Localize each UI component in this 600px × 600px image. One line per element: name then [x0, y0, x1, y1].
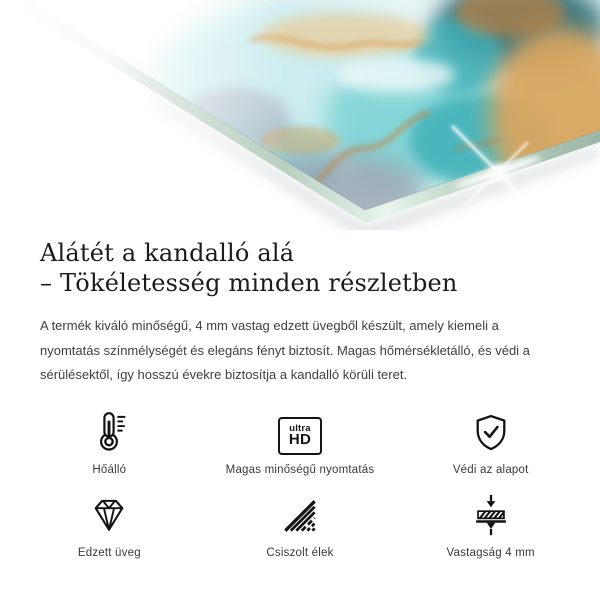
thickness-press-icon: [467, 492, 515, 538]
glass-panel-image: [0, 0, 600, 230]
diamond-icon: [86, 494, 132, 538]
feature-heat-resistant: [14, 408, 205, 476]
section-title-line1: Alátét a kandalló alá: [40, 239, 295, 267]
section-title: [40, 238, 600, 298]
feature-label: Vastagság 4 mm: [446, 546, 535, 559]
feature-label: Edzett üveg: [77, 546, 141, 559]
feature-label: Csiszolt élek: [266, 546, 334, 559]
polished-edges-icon: [277, 494, 323, 538]
feature-print-quality: [205, 408, 396, 476]
feature-polished-edges: [205, 491, 396, 559]
section-title-line2: – Tökéletesség minden részletben: [40, 269, 458, 297]
feature-tempered-glass: [14, 491, 205, 559]
feature-thickness: [395, 491, 586, 559]
shield-check-icon: [468, 411, 514, 455]
feature-label: Magas minőségű nyomtatás: [225, 463, 375, 476]
feature-protects-base: [395, 408, 586, 476]
ultra-hd-icon: [278, 417, 322, 455]
features-grid: [14, 408, 586, 559]
section-description: A termék kiváló minőségű, 4 mm vastag edzett üvegből készült, amely kiemeli a nyomtatás színmélységét és elegáns fényt biztosít. Magas hőmérsékletálló, és védi a sérülésektől, így hosszú évekre biztosítja a kandalló körüli teret.: [40, 318, 530, 382]
ultra-hd-top-text: ultra: [289, 423, 311, 434]
feature-label: Védi az alapot: [452, 463, 529, 476]
ultra-hd-bottom-text: HD: [288, 431, 312, 448]
left-fade: [0, 0, 285, 230]
feature-label: Hőálló: [92, 463, 127, 476]
thermometer-icon: [87, 409, 131, 455]
